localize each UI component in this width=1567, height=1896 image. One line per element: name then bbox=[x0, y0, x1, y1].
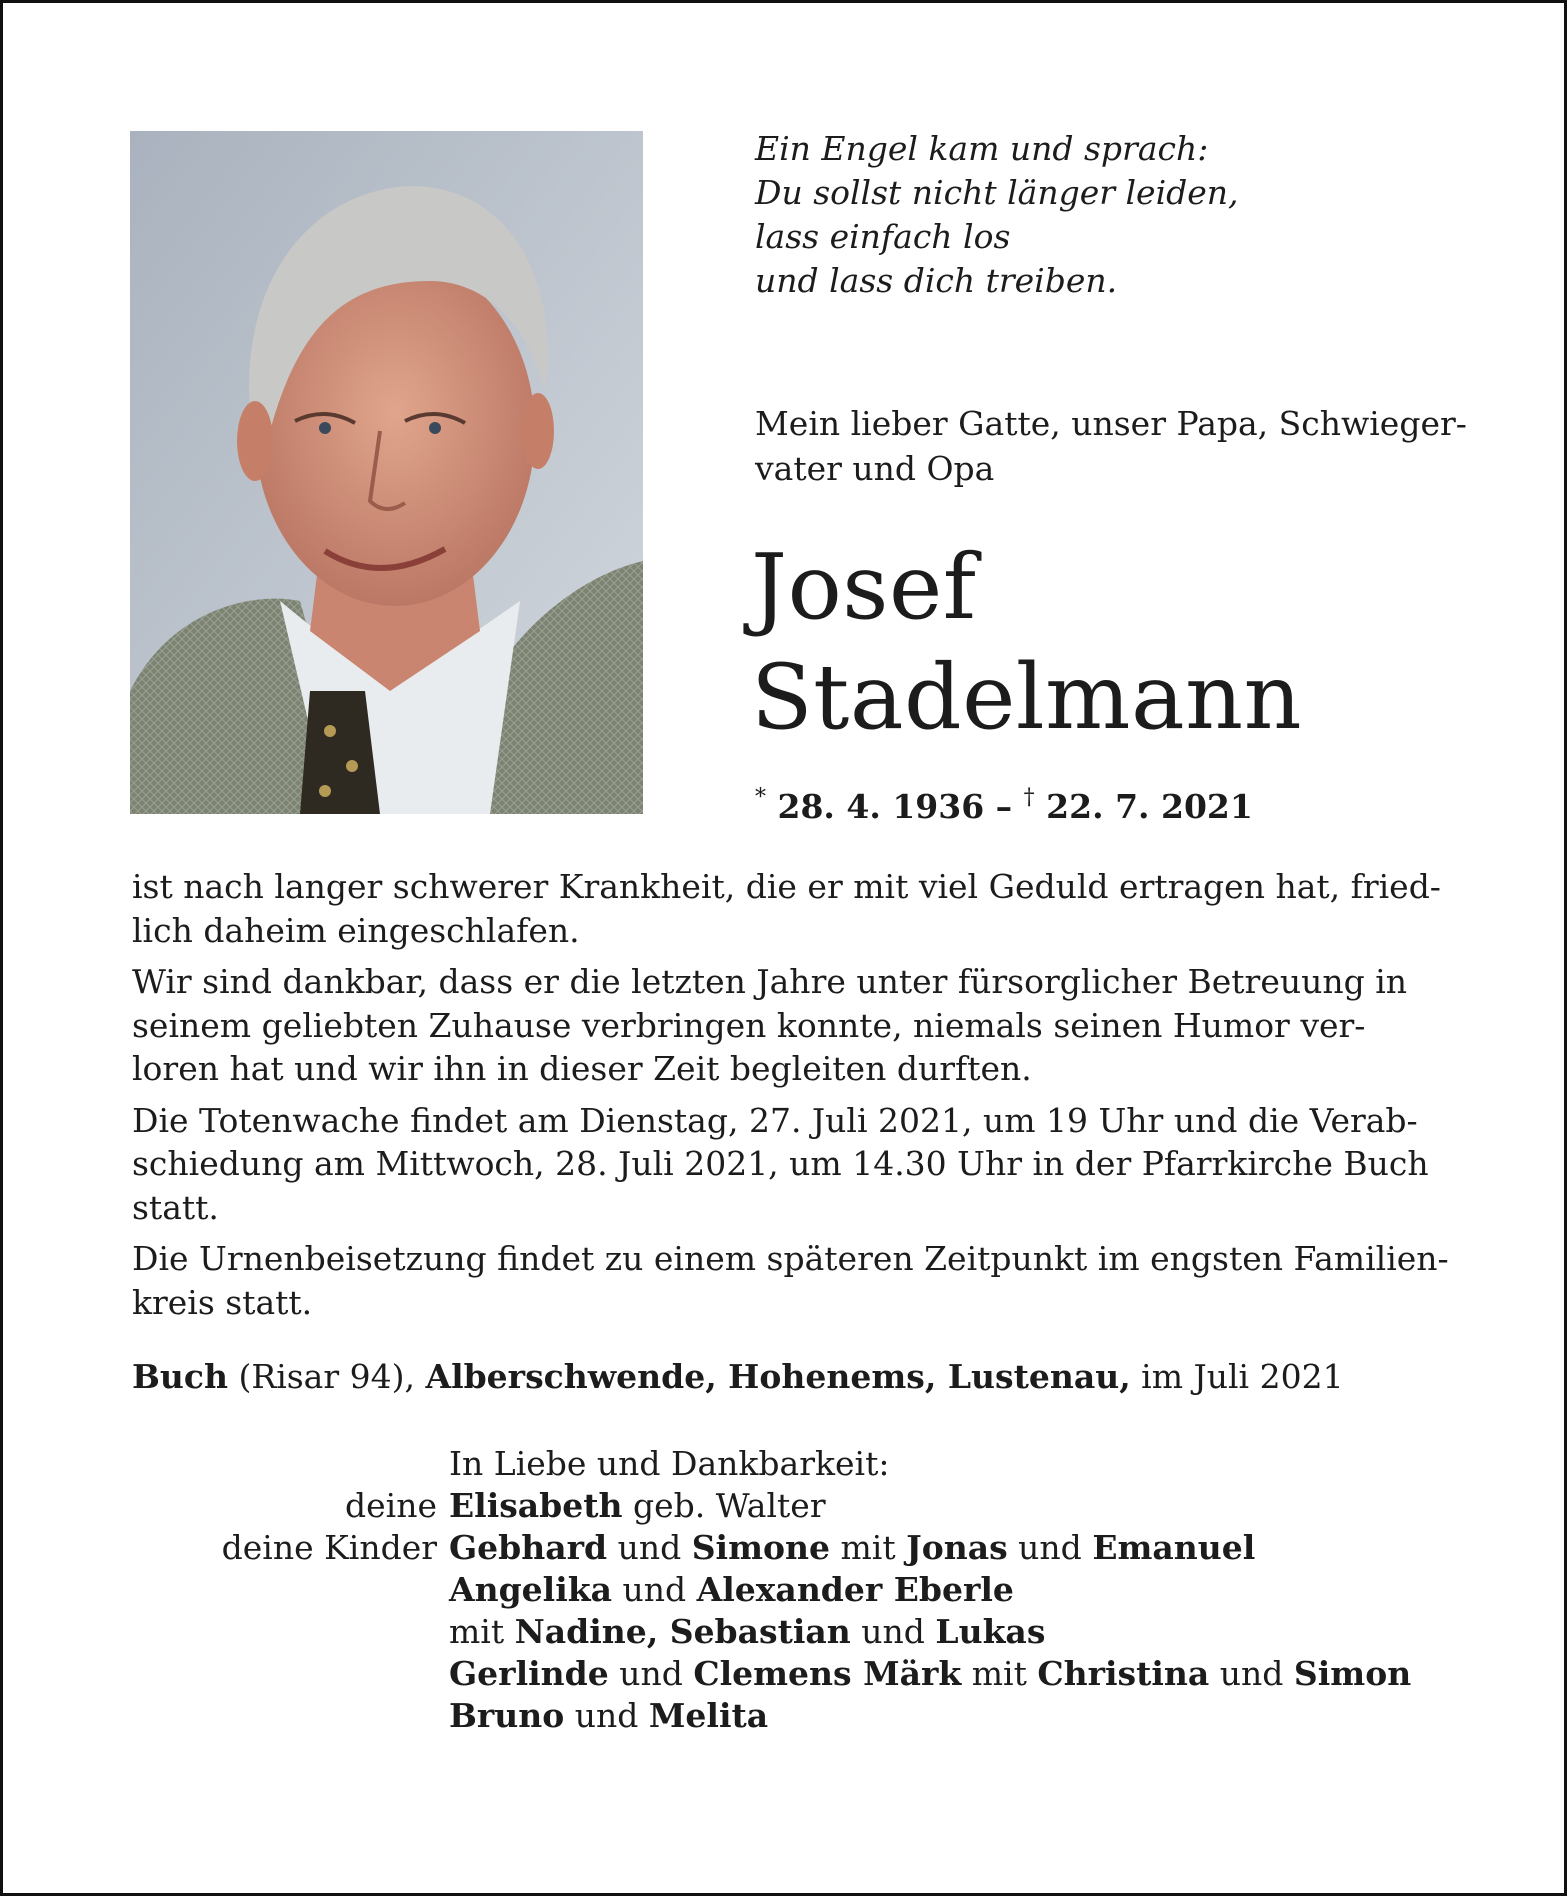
mourner-row bbox=[132, 1527, 1472, 1569]
mourner-name: Melita bbox=[648, 1696, 769, 1735]
mourners-heading-row bbox=[132, 1443, 1472, 1485]
mourner-connector: und bbox=[1007, 1528, 1093, 1567]
mourner-name: Christina bbox=[1037, 1654, 1210, 1693]
mourner-connector: geb. Walter bbox=[622, 1486, 826, 1525]
first-name: Josef bbox=[751, 535, 977, 640]
place-address: (Risar 94), bbox=[227, 1357, 426, 1396]
mourner-row bbox=[132, 1695, 1472, 1737]
intro-line: Mein lieber Gatte, unser Papa, Schwieger- bbox=[755, 404, 1467, 443]
place-date: im Juli 2021 bbox=[1130, 1357, 1344, 1396]
mourner-connector: mit bbox=[830, 1528, 907, 1567]
paragraph-line: kreis statt. bbox=[132, 1282, 313, 1322]
birth-date: 28. 4. 1936 bbox=[777, 787, 985, 826]
announcement-body bbox=[132, 865, 1449, 1332]
mourner-connector: mit bbox=[961, 1654, 1038, 1693]
mourner-name: Elisabeth bbox=[449, 1486, 623, 1525]
paragraph-line: lich daheim eingeschlafen. bbox=[132, 910, 580, 950]
portrait-image bbox=[130, 131, 643, 814]
mourner-row bbox=[132, 1653, 1472, 1695]
mourner-connector: und bbox=[564, 1696, 649, 1735]
mourner-connector: und bbox=[850, 1612, 936, 1651]
mourner-names bbox=[449, 1695, 768, 1737]
poem-line: Ein Engel kam und sprach: bbox=[755, 129, 1209, 168]
mourner-row bbox=[132, 1569, 1472, 1611]
mourner-row bbox=[132, 1611, 1472, 1653]
paragraph bbox=[132, 960, 1442, 1091]
mourner-names bbox=[449, 1485, 826, 1527]
paragraph-line: ist nach langer schwerer Krankheit, die er mit viel Geduld ertragen hat, fried- bbox=[132, 867, 1441, 906]
mourner-relation bbox=[132, 1569, 449, 1611]
portrait-photo bbox=[130, 131, 643, 814]
mourner-rows bbox=[132, 1485, 1472, 1737]
date-separator: – bbox=[984, 787, 1024, 826]
mourner-connector: mit bbox=[449, 1612, 515, 1651]
mourner-name: Clemens Märk bbox=[693, 1654, 962, 1693]
mourner-row bbox=[132, 1485, 1472, 1527]
mourner-name: Gerlinde bbox=[449, 1654, 609, 1693]
birth-symbol: * bbox=[755, 785, 766, 810]
intro-line: vater und Opa bbox=[755, 449, 995, 488]
paragraph-line: Wir sind dankbar, dass er die letzten Jahre unter fürsorglicher Betreuung in bbox=[132, 962, 1408, 1001]
mourner-connector: und bbox=[607, 1528, 692, 1567]
mourner-relation bbox=[132, 1611, 449, 1653]
mourner-name: Emanuel bbox=[1092, 1528, 1256, 1567]
mourner-name: Nadine, Sebastian bbox=[514, 1612, 851, 1651]
mourner-name: Angelika bbox=[449, 1570, 612, 1609]
paragraph bbox=[132, 865, 1442, 952]
mourner-connector: und bbox=[1209, 1654, 1294, 1693]
paragraph-line: Die Urnenbeisetzung findet zu einem späteren Zeitpunkt im engsten Familien- bbox=[132, 1239, 1449, 1278]
death-date: 22. 7. 2021 bbox=[1046, 787, 1253, 826]
mourner-name: Simon bbox=[1293, 1654, 1412, 1693]
mourners-heading: In Liebe und Dankbarkeit: bbox=[449, 1444, 890, 1483]
mourners-list bbox=[132, 1443, 1472, 1737]
mourner-connector: und bbox=[608, 1654, 694, 1693]
deceased-name bbox=[751, 533, 1511, 753]
mourner-names bbox=[449, 1611, 1045, 1653]
paragraph bbox=[132, 1237, 1449, 1324]
poem-line: lass einfach los bbox=[755, 217, 1011, 256]
death-symbol: † bbox=[1023, 785, 1035, 810]
mourner-relation: deine Kinder bbox=[221, 1528, 437, 1567]
paragraph-line: loren hat und wir ihn in dieser Zeit begleiten durften. bbox=[132, 1049, 1032, 1088]
paragraph-line: schiedung am Mittwoch, 28. Juli 2021, um 14.30 Uhr in der Pfarrkirche Buch bbox=[132, 1144, 1429, 1183]
mourner-name: Bruno bbox=[449, 1696, 565, 1735]
paragraph-line: seinem geliebten Zuhause verbringen konnte, niemals seinen Humor ver- bbox=[132, 1005, 1366, 1045]
mourner-name: Simone bbox=[691, 1528, 831, 1567]
paragraph-line: statt. bbox=[132, 1187, 219, 1227]
mourner-relation bbox=[132, 1653, 449, 1695]
poem-line: Du sollst nicht länger leiden, bbox=[755, 173, 1239, 212]
life-dates bbox=[755, 778, 1253, 829]
mourner-name: Alexander Eberle bbox=[696, 1570, 1014, 1609]
mourner-relation: deine bbox=[345, 1486, 437, 1525]
mourner-names bbox=[449, 1653, 1411, 1695]
place-towns: Alberschwende, Hohenems, Lustenau, bbox=[425, 1357, 1131, 1396]
place-town: Buch bbox=[132, 1357, 228, 1396]
poem bbox=[755, 127, 1475, 303]
poem-line: und lass dich treiben. bbox=[755, 261, 1118, 300]
mourner-relation bbox=[132, 1695, 449, 1737]
mourner-name: Jonas bbox=[906, 1528, 1008, 1567]
mourner-names bbox=[449, 1527, 1255, 1569]
mourner-names bbox=[449, 1569, 1014, 1611]
last-name: Stadelmann bbox=[751, 645, 1303, 750]
mourner-name: Lukas bbox=[935, 1612, 1046, 1651]
paragraph-line: Die Totenwache findet am Dienstag, 27. Juli 2021, um 19 Uhr und die Verab- bbox=[132, 1100, 1418, 1140]
place-and-date bbox=[132, 1355, 1472, 1399]
intro-text bbox=[755, 401, 1467, 491]
mourner-connector: und bbox=[612, 1570, 697, 1609]
paragraph bbox=[132, 1099, 1442, 1230]
mourner-name: Gebhard bbox=[449, 1528, 608, 1567]
